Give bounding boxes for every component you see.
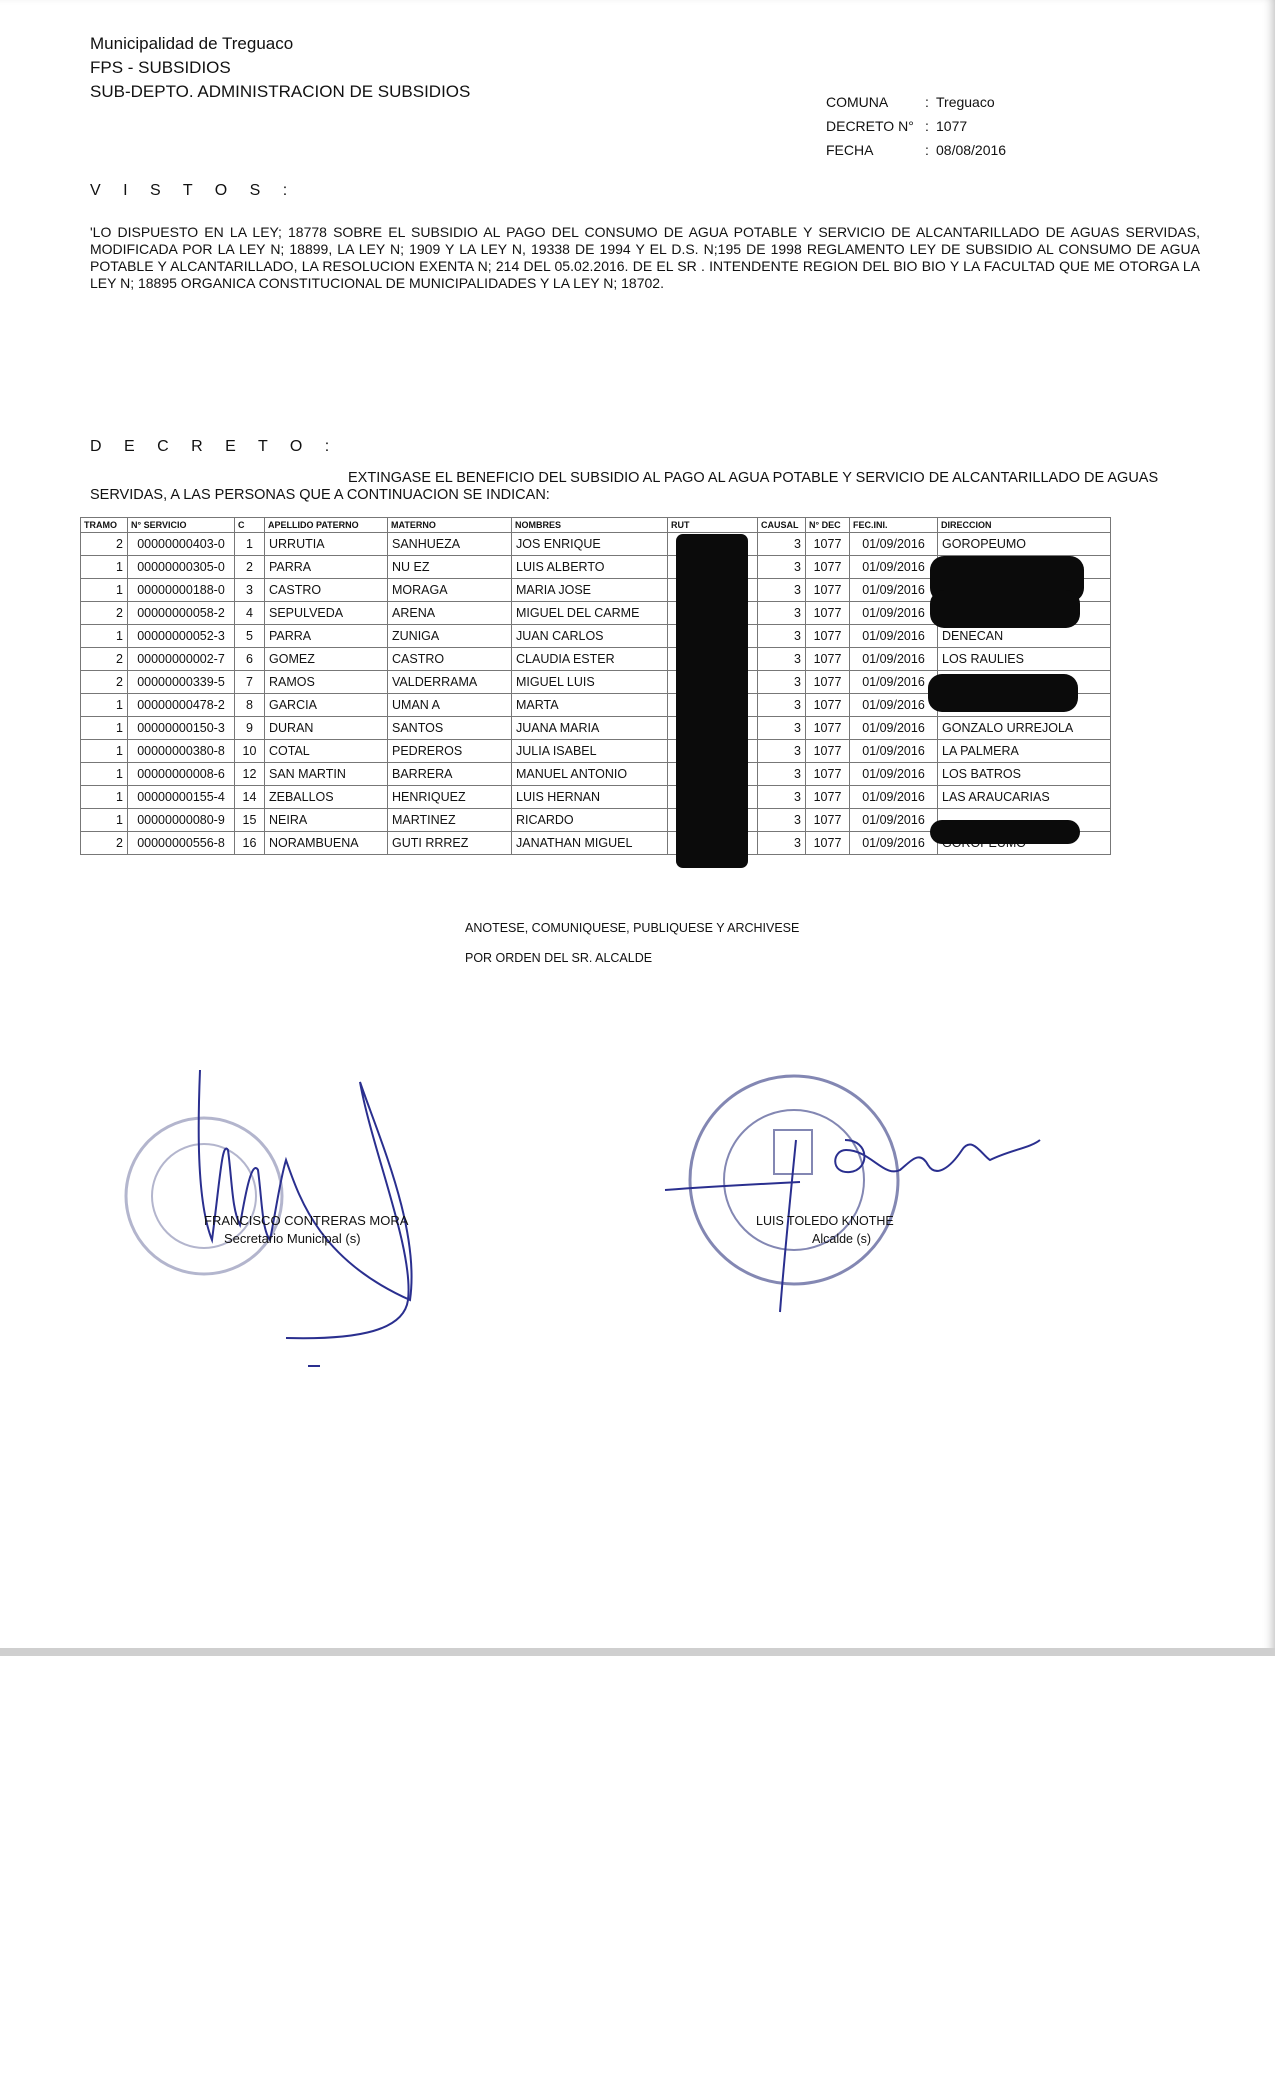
- col-apellido-paterno-cell: SAN MARTIN: [265, 763, 388, 786]
- col-c-cell: 3: [235, 579, 265, 602]
- col-c-cell: 1: [235, 533, 265, 556]
- col-materno-header: MATERNO: [388, 518, 512, 533]
- col-tramo-cell: 2: [81, 648, 128, 671]
- org-subdepartment: SUB-DEPTO. ADMINISTRACION DE SUBSIDIOS: [90, 82, 471, 101]
- col-materno-cell: UMAN A: [388, 694, 512, 717]
- col-nombres-cell: RICARDO: [512, 809, 668, 832]
- col-causal-cell: 3: [758, 556, 806, 579]
- col-servicio-cell: 00000000380-8: [128, 740, 235, 763]
- col-nombres-cell: LUIS HERNAN: [512, 786, 668, 809]
- scan-edge: [0, 1648, 1275, 1656]
- col-servicio-cell: 00000000305-0: [128, 556, 235, 579]
- col-fec-ini-cell: 01/09/2016: [850, 602, 938, 625]
- col-causal-cell: 3: [758, 763, 806, 786]
- col-servicio-cell: 00000000150-3: [128, 717, 235, 740]
- col-c-cell: 5: [235, 625, 265, 648]
- col-c-cell: 16: [235, 832, 265, 855]
- col-materno-cell: MARTINEZ: [388, 809, 512, 832]
- col-materno-cell: NU EZ: [388, 556, 512, 579]
- col-fec-ini-cell: 01/09/2016: [850, 717, 938, 740]
- col-fec-ini-cell: 01/09/2016: [850, 671, 938, 694]
- col-tramo-cell: 1: [81, 625, 128, 648]
- col-materno-cell: ARENA: [388, 602, 512, 625]
- col-causal-cell: 3: [758, 740, 806, 763]
- col-materno-cell: HENRIQUEZ: [388, 786, 512, 809]
- col-tramo-cell: 1: [81, 763, 128, 786]
- col-causal-cell: 3: [758, 694, 806, 717]
- fecha-value: 08/08/2016: [936, 142, 1007, 158]
- org-department: FPS - SUBSIDIOS: [90, 58, 231, 77]
- col-num-dec-cell: 1077: [806, 809, 850, 832]
- col-tramo-cell: 1: [81, 809, 128, 832]
- col-causal-cell: 3: [758, 533, 806, 556]
- col-fec-ini-header: FEC.INI.: [850, 518, 938, 533]
- col-servicio-header: N° SERVICIO: [128, 518, 235, 533]
- col-num-dec-cell: 1077: [806, 602, 850, 625]
- decreto-line-2: SERVIDAS, A LAS PERSONAS QUE A CONTINUACION SE INDICAN:: [90, 487, 550, 503]
- col-apellido-paterno-cell: RAMOS: [265, 671, 388, 694]
- col-causal-header: CAUSAL: [758, 518, 806, 533]
- col-fec-ini-cell: 01/09/2016: [850, 694, 938, 717]
- col-c-cell: 12: [235, 763, 265, 786]
- comuna-value: Treguaco: [936, 94, 995, 110]
- col-servicio-cell: 00000000002-7: [128, 648, 235, 671]
- col-causal-cell: 3: [758, 602, 806, 625]
- col-tramo-cell: 1: [81, 579, 128, 602]
- col-materno-cell: PEDREROS: [388, 740, 512, 763]
- left-signatory: [204, 1212, 408, 1248]
- col-servicio-cell: 00000000155-4: [128, 786, 235, 809]
- col-tramo-cell: 2: [81, 671, 128, 694]
- col-apellido-paterno-cell: GARCIA: [265, 694, 388, 717]
- col-nombres-cell: JOS ENRIQUE: [512, 533, 668, 556]
- col-num-dec-header: N° DEC: [806, 518, 850, 533]
- col-nombres-header: NOMBRES: [512, 518, 668, 533]
- col-servicio-cell: 00000000556-8: [128, 832, 235, 855]
- col-materno-cell: BARRERA: [388, 763, 512, 786]
- col-servicio-cell: 00000000339-5: [128, 671, 235, 694]
- col-c-header: C: [235, 518, 265, 533]
- right-signatory: [756, 1212, 894, 1248]
- col-direccion-cell: GONZALO URREJOLA: [938, 717, 1111, 740]
- col-c-cell: 6: [235, 648, 265, 671]
- col-tramo-cell: 1: [81, 717, 128, 740]
- decreto-value: 1077: [936, 118, 968, 134]
- colon: :: [925, 94, 929, 110]
- fecha-label: FECHA: [826, 142, 874, 158]
- col-tramo-cell: 2: [81, 602, 128, 625]
- col-num-dec-cell: 1077: [806, 648, 850, 671]
- left-stamp: [126, 1118, 282, 1274]
- col-nombres-cell: JUANA MARIA: [512, 717, 668, 740]
- org-name: Municipalidad de Treguaco: [90, 34, 294, 53]
- decreto-label: DECRETO N°: [826, 118, 914, 134]
- left-signatory-title: Secretario Municipal (s): [224, 1231, 361, 1246]
- col-direccion-cell: GOROPEUMO: [938, 533, 1111, 556]
- col-apellido-paterno-cell: GOMEZ: [265, 648, 388, 671]
- vistos-title: V I S T O S :: [90, 182, 297, 199]
- col-causal-cell: 3: [758, 671, 806, 694]
- col-num-dec-cell: 1077: [806, 579, 850, 602]
- col-servicio-cell: 00000000052-3: [128, 625, 235, 648]
- col-num-dec-cell: 1077: [806, 832, 850, 855]
- col-num-dec-cell: 1077: [806, 740, 850, 763]
- closing-line-1: ANOTESE, COMUNIQUESE, PUBLIQUESE Y ARCHIVESE: [465, 921, 800, 935]
- col-servicio-cell: 00000000058-2: [128, 602, 235, 625]
- col-c-cell: 2: [235, 556, 265, 579]
- col-num-dec-cell: 1077: [806, 763, 850, 786]
- col-nombres-cell: MARIA JOSE: [512, 579, 668, 602]
- col-nombres-cell: MIGUEL DEL CARME: [512, 602, 668, 625]
- col-fec-ini-cell: 01/09/2016: [850, 533, 938, 556]
- col-causal-cell: 3: [758, 625, 806, 648]
- left-signatory-name: FRANCISCO CONTRERAS MORA: [204, 1213, 409, 1228]
- col-tramo-cell: 1: [81, 740, 128, 763]
- col-num-dec-cell: 1077: [806, 671, 850, 694]
- col-tramo-cell: 1: [81, 556, 128, 579]
- col-materno-cell: CASTRO: [388, 648, 512, 671]
- colon: :: [925, 118, 929, 134]
- col-direccion-header: DIRECCION: [938, 518, 1111, 533]
- col-materno-cell: SANTOS: [388, 717, 512, 740]
- col-fec-ini-cell: 01/09/2016: [850, 648, 938, 671]
- col-c-cell: 10: [235, 740, 265, 763]
- col-materno-cell: GUTI RRREZ: [388, 832, 512, 855]
- col-direccion-cell: LA PALMERA: [938, 740, 1111, 763]
- col-apellido-paterno-cell: COTAL: [265, 740, 388, 763]
- right-signatory-title: Alcalde (s): [812, 1232, 872, 1246]
- col-tramo-header: TRAMO: [81, 518, 128, 533]
- col-nombres-cell: LUIS ALBERTO: [512, 556, 668, 579]
- right-stamp: [690, 1076, 898, 1284]
- col-num-dec-cell: 1077: [806, 717, 850, 740]
- col-direccion-cell: LOS BATROS: [938, 763, 1111, 786]
- col-apellido-paterno-cell: CASTRO: [265, 579, 388, 602]
- decreto-line-1: EXTINGASE EL BENEFICIO DEL SUBSIDIO AL PAGO AL AGUA POTABLE Y SERVICIO DE ALCANTARILLADO DE AGUAS: [348, 470, 1159, 486]
- col-nombres-cell: JULIA ISABEL: [512, 740, 668, 763]
- col-fec-ini-cell: 01/09/2016: [850, 786, 938, 809]
- col-c-cell: 9: [235, 717, 265, 740]
- col-num-dec-cell: 1077: [806, 625, 850, 648]
- col-materno-cell: MORAGA: [388, 579, 512, 602]
- col-direccion-cell: LOS RAULIES: [938, 648, 1111, 671]
- col-servicio-cell: 00000000008-6: [128, 763, 235, 786]
- col-tramo-cell: 1: [81, 694, 128, 717]
- col-nombres-cell: CLAUDIA ESTER: [512, 648, 668, 671]
- col-num-dec-cell: 1077: [806, 694, 850, 717]
- vistos-body: 'LO DISPUESTO EN LA LEY; 18778 SOBRE EL SUBSIDIO AL PAGO DEL CONSUMO DE AGUA POTABLE Y SERVICIO DE ALCANTARILLADO DE AGUAS SERVIDAS, MODIFICADA POR LA LEY N; 18899, LA LEY N; 1909 Y LA LEY N, 19338 DE 1994 Y EL D.S. N;195 DE 1998 REGLAMENTO LEY DE SUBSIDIO AL CONSUMO DE AGUA POTABLE Y ALCANTARILLADO, LA RESOLUCION EXENTA N; 214 DEL 05.02.2016. DE EL SR . INTENDENTE REGION DEL BIO BIO Y LA FACULTAD QUE ME OTORGA LA LEY N; 18895 ORGANICA CONSTITUCIONAL DE MUNICIPALIDADES Y LA LEY N; 18702.: [90, 224, 1200, 291]
- col-c-cell: 7: [235, 671, 265, 694]
- col-tramo-cell: 1: [81, 786, 128, 809]
- col-apellido-paterno-cell: DURAN: [265, 717, 388, 740]
- colon: :: [925, 142, 929, 158]
- col-nombres-cell: JUAN CARLOS: [512, 625, 668, 648]
- col-c-cell: 15: [235, 809, 265, 832]
- col-fec-ini-cell: 01/09/2016: [850, 832, 938, 855]
- col-fec-ini-cell: 01/09/2016: [850, 625, 938, 648]
- col-fec-ini-cell: 01/09/2016: [850, 556, 938, 579]
- col-num-dec-cell: 1077: [806, 556, 850, 579]
- col-fec-ini-cell: 01/09/2016: [850, 763, 938, 786]
- col-fec-ini-cell: 01/09/2016: [850, 809, 938, 832]
- col-causal-cell: 3: [758, 717, 806, 740]
- col-num-dec-cell: 1077: [806, 533, 850, 556]
- col-servicio-cell: 00000000188-0: [128, 579, 235, 602]
- col-apellido-paterno-cell: PARRA: [265, 556, 388, 579]
- comuna-label: COMUNA: [826, 94, 889, 110]
- col-apellido-paterno-cell: NEIRA: [265, 809, 388, 832]
- col-c-cell: 4: [235, 602, 265, 625]
- right-signatory-name: LUIS TOLEDO KNOTHE: [756, 1214, 894, 1228]
- col-nombres-cell: MIGUEL LUIS: [512, 671, 668, 694]
- col-num-dec-cell: 1077: [806, 786, 850, 809]
- col-causal-cell: 3: [758, 786, 806, 809]
- col-apellido-paterno-cell: NORAMBUENA: [265, 832, 388, 855]
- col-materno-cell: VALDERRAMA: [388, 671, 512, 694]
- col-rut-header: RUT: [668, 518, 758, 533]
- col-direccion-cell: DENECAN: [938, 625, 1111, 648]
- col-nombres-cell: MANUEL ANTONIO: [512, 763, 668, 786]
- col-nombres-cell: JANATHAN MIGUEL: [512, 832, 668, 855]
- col-apellido-paterno-header: APELLIDO PATERNO: [265, 518, 388, 533]
- col-direccion-cell: LAS ARAUCARIAS: [938, 786, 1111, 809]
- decreto-title: D E C R E T O :: [90, 438, 339, 455]
- col-apellido-paterno-cell: URRUTIA: [265, 533, 388, 556]
- col-causal-cell: 3: [758, 809, 806, 832]
- col-materno-cell: SANHUEZA: [388, 533, 512, 556]
- col-apellido-paterno-cell: ZEBALLOS: [265, 786, 388, 809]
- col-nombres-cell: MARTA: [512, 694, 668, 717]
- col-c-cell: 8: [235, 694, 265, 717]
- col-tramo-cell: 2: [81, 533, 128, 556]
- col-fec-ini-cell: 01/09/2016: [850, 579, 938, 602]
- col-servicio-cell: 00000000478-2: [128, 694, 235, 717]
- col-causal-cell: 3: [758, 832, 806, 855]
- col-causal-cell: 3: [758, 579, 806, 602]
- col-fec-ini-cell: 01/09/2016: [850, 740, 938, 763]
- col-materno-cell: ZUNIGA: [388, 625, 512, 648]
- col-apellido-paterno-cell: PARRA: [265, 625, 388, 648]
- closing-line-2: POR ORDEN DEL SR. ALCALDE: [465, 951, 653, 965]
- col-servicio-cell: 00000000403-0: [128, 533, 235, 556]
- col-c-cell: 14: [235, 786, 265, 809]
- col-apellido-paterno-cell: SEPULVEDA: [265, 602, 388, 625]
- col-tramo-cell: 2: [81, 832, 128, 855]
- col-causal-cell: 3: [758, 648, 806, 671]
- col-servicio-cell: 00000000080-9: [128, 809, 235, 832]
